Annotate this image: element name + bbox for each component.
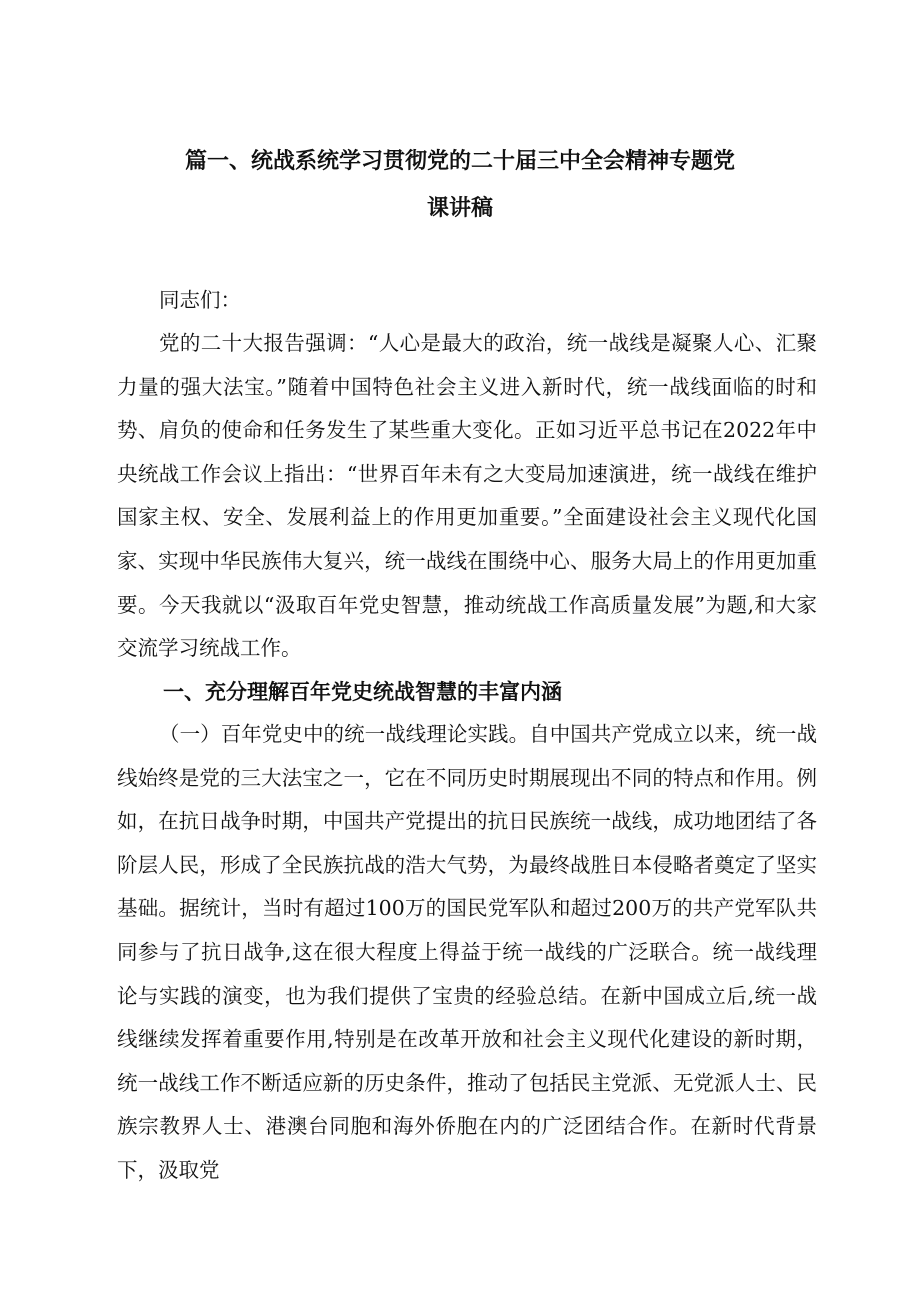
document-title-line-1: 篇一、统战系统学习贯彻党的二十届三中全会精神专题党 [184,149,735,174]
greeting: 同志们： [159,288,242,312]
section-heading: 一、充分理解百年党史统战智慧的丰富内涵 [163,680,562,704]
paragraph-intro: 党的二十大报告强调：“人心是最大的政治，统一战线是凝聚人心、汇聚力量的强大法宝。”随着中国特色社会主义进入新时代，统一战线面临的时和势、肩负的使命和任务发生了某些重大变化。正如习近平总书记在2022年中央统战工作会议上指出：“世界百年未有之大变局加速演进，统一战线在维护国家主权、安全、发展利益上的作用更加重要。”全面建设社会主义现代化国家、实现中华民族伟大复兴，统一战线在围绕中心、服务大局上的作用更加重要。今天我就以“汲取百年党史智慧，推动统战工作高质量发展”为题,和大家交流学习统战工作。 [117,331,817,661]
document-title-line-2: 课讲稿 [426,196,493,221]
paragraph-section-1: （一）百年党史中的统一战线理论实践。自中国共产党成立以来，统一战线始终是党的三大法宝之一，它在不同历史时期展现出不同的特点和作用。例如，在抗日战争时期，中国共产党提出的抗日民族统一战线，成功地团结了各阶层人民，形成了全民族抗战的浩大气势，为最终战胜日本侵略者奠定了坚实基础。据统计，当时有超过100万的国民党军队和超过200万的共产党军队共同参与了抗日战争,这在很大程度上得益于统一战线的广泛联合。统一战线理论与实践的演变，也为我们提供了宝贵的经验总结。在新中国成立后,统一战线继续发挥着重要作用,特别是在改革开放和社会主义现代化建设的新时期，统一战线工作不断适应新的历史条件，推动了包括民主党派、无党派人士、民族宗教界人士、港澳台同胞和海外侨胞在内的广泛团结合作。在新时代背景下，汲取党 [117,722,817,1182]
